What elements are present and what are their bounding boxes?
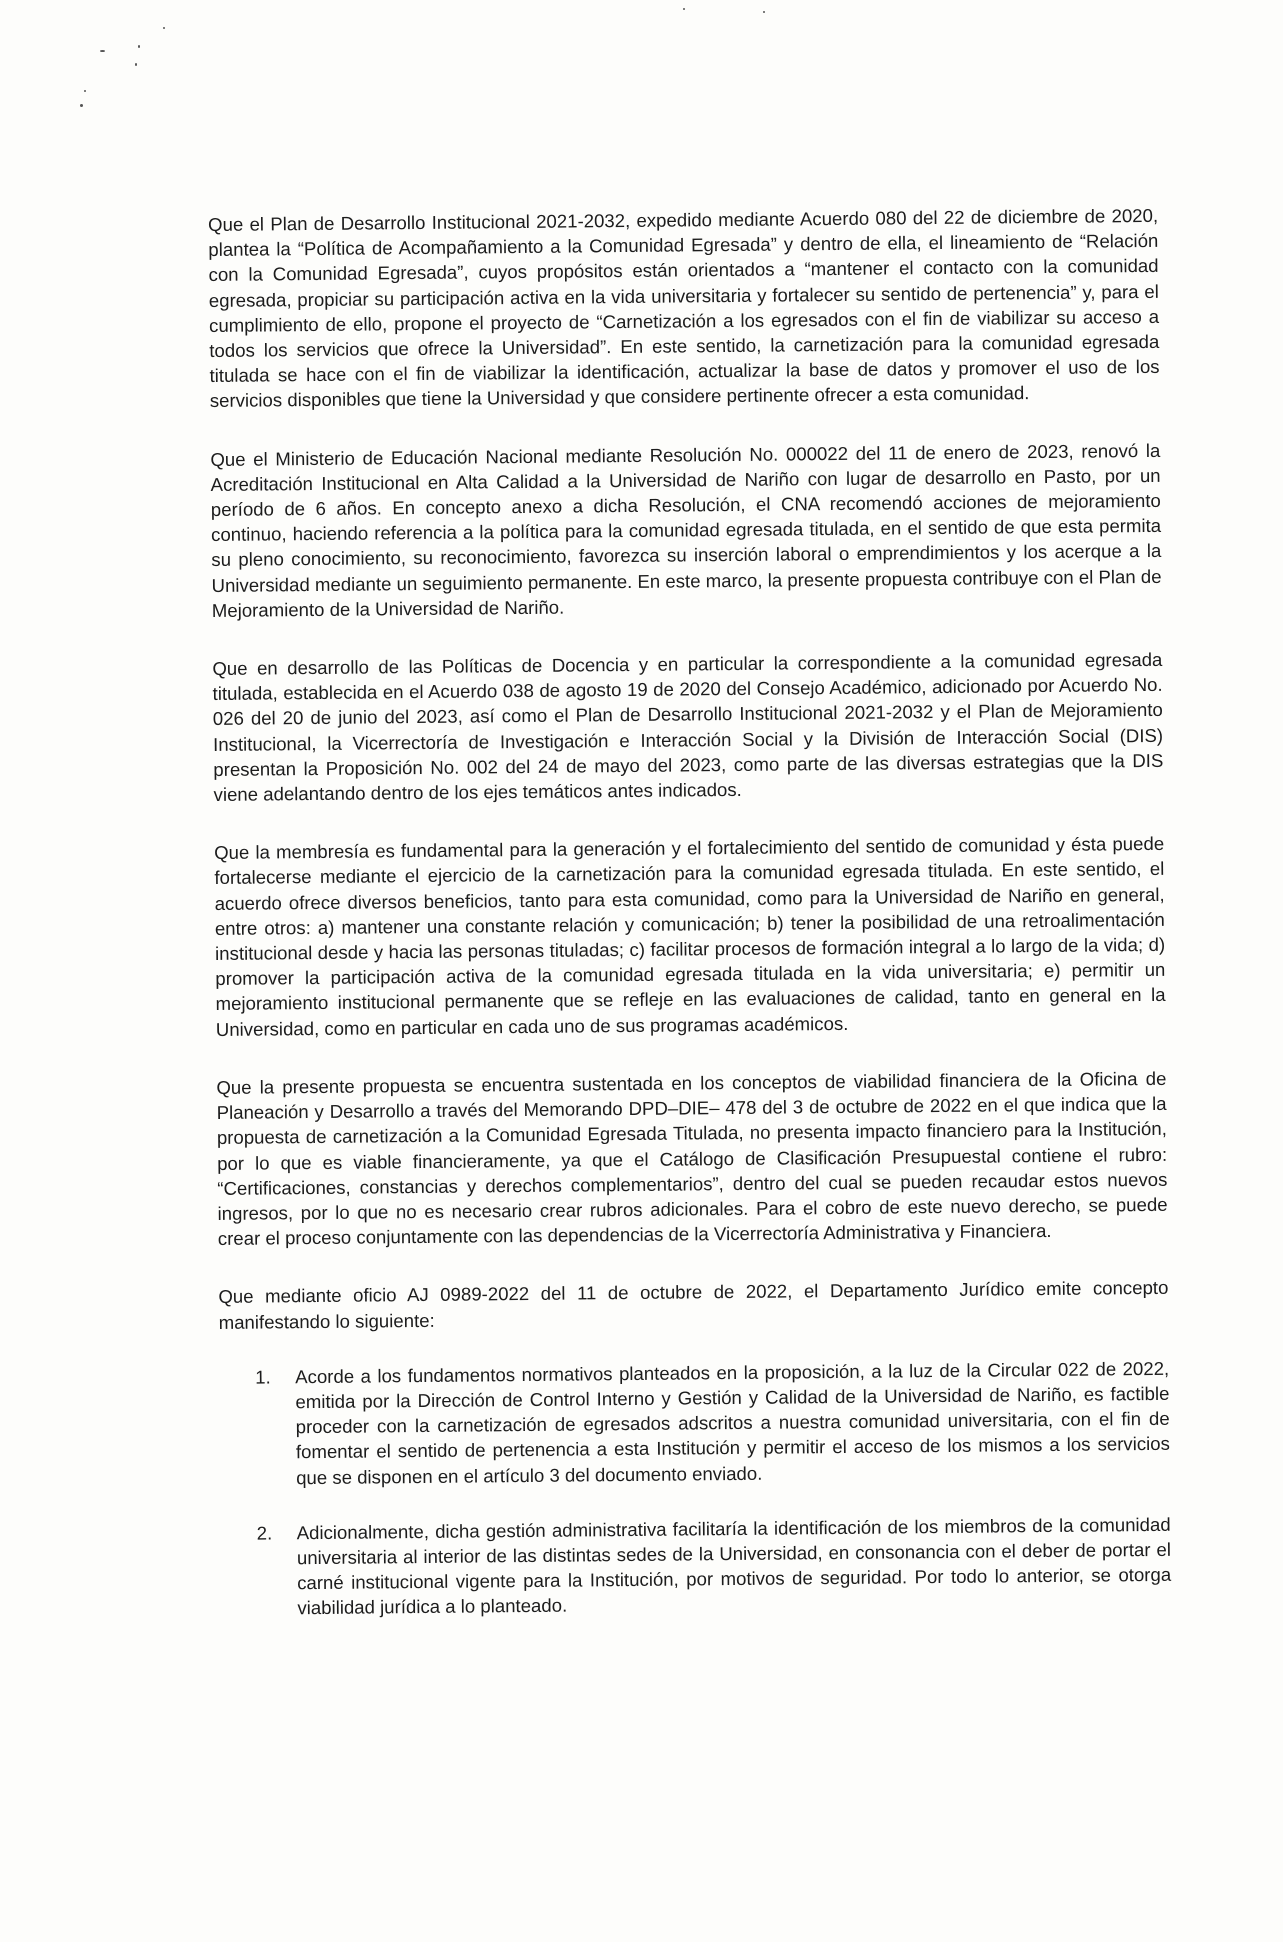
document-body	[208, 203, 1172, 1652]
scan-speck	[80, 104, 83, 107]
list-item-number: 2.	[256, 1522, 273, 1544]
list-item	[219, 1356, 1170, 1491]
scan-speck	[138, 45, 140, 48]
scan-speck	[100, 50, 105, 52]
list-item-text: Adicionalmente, dicha gestión administrativa facilitaría la identificación de los miembros de la comunidad universitaria al interior de las distintas sedes de la Universidad, en consonancia con el deber de portar el carné institucional vigente para la Institución, por motivos de seguridad. Por todo lo anterior, se otorga viabilidad jurídica a lo planteado.	[296, 1513, 1172, 1619]
scan-speck	[163, 27, 165, 29]
paragraph-membresia: Que la membresía es fundamental para la generación y el fortalecimiento del sentido de comunidad y ésta puede fortalecerse mediante el ejercicio de la carnetización para la comunidad egresada titulada. En este sentido, el acuerdo ofrece diversos beneficios, tanto para esta comunidad, como para la Universidad de Nariño en general, entre otros: a) mantener una constante relación y comunicación; b) tener la posibilidad de una retroalimentación institucional desde y hacia las personas tituladas; c) facilitar procesos de formación integral a lo largo de la vida; d) promover la participación activa de la comunidad egresada titulada en la vida universitaria; e) permitir un mejoramiento institucional permanente que se refleje en las evaluaciones de calidad, tanto en general en la Universidad, como en particular en cada uno de sus programas académicos.	[214, 833, 1166, 1040]
list-item	[221, 1512, 1172, 1622]
concept-list	[219, 1356, 1171, 1622]
scan-speck	[763, 11, 765, 13]
scan-speck	[84, 90, 86, 92]
scan-speck	[683, 8, 685, 10]
paragraph-politicas-docencia: Que en desarrollo de las Políticas de Docencia y en particular la correspondiente a la comunidad egresada titulada, establecida en el Acuerdo 038 de agosto 19 de 2020 del Consejo Académico, adicionado por Acuerdo No. 026 del 20 de junio del 2023, así como el Plan de Desarrollo Institucional 2021-2032 y el Plan de Mejoramiento Institucional, la Vicerrectoría de Investigación e Interacción Social y la División de Interacción Social (DIS) presentan la Proposición No. 002 del 24 de mayo del 2023, como parte de las diversas estrategias que la DIS viene adelantando dentro de los ejes temáticos antes indicados.	[212, 648, 1164, 806]
paragraph-viabilidad-financiera: Que la presente propuesta se encuentra sustentada en los conceptos de viabilidad financiera de la Oficina de Planeación y Desarrollo a través del Memorando DPD–DIE– 478 del 3 de octubre de 2022 en el que indica que la propuesta de carnetización a la Comunidad Egresada Titulada, no presenta impacto financiero para la Institución, por lo que es viable financieramente, ya que el Catálogo de Clasificación Presupuestal contiene el rubro: “Certificaciones, constancias y derechos complementarios”, dentro del cual se pueden recaudar estos nuevos ingresos, por lo que no es necesario crear rubros adicionales. Para el cobro de este nuevo derecho, se puede crear el proceso conjuntamente con las dependencias de la Vicerrectoría Administrativa y Financiera.	[216, 1067, 1168, 1250]
paragraph-departamento-juridico: Que mediante oficio AJ 0989-2022 del 11 de octubre de 2022, el Departamento Jurídico emite concepto manifestando lo siguiente:	[218, 1277, 1169, 1333]
scan-speck	[135, 63, 137, 66]
paragraph-ministerio-educacion: Que el Ministerio de Educación Nacional mediante Resolución No. 000022 del 11 de enero de 2023, renovó la Acreditación Institucional en Alta Calidad a la Universidad de Nariño con lugar de desarrollo en Pasto, por un período de 6 años. En concepto anexo a dicha Resolución, el CNA recomendó acciones de mejoramiento continuo, haciendo referencia a la política para la comunidad egresada titulada, en el sentido de que esta permita su pleno conocimiento, su reconocimiento, favorezca su inserción laboral o emprendimientos y los acerque a la Universidad mediante un seguimiento permanente. En este marco, la presente propuesta contribuye con el Plan de Mejoramiento de la Universidad de Nariño.	[210, 439, 1162, 621]
paragraph-plan-desarrollo: Que el Plan de Desarrollo Institucional 2021-2032, expedido mediante Acuerdo 080 del 22 de diciembre de 2020, plantea la “Política de Acompañamiento a la Comunidad Egresada” y dentro de ella, el lineamiento de “Relación con la Comunidad Egresada”, cuyos propósitos están orientados a “mantener el contacto con la comunidad egresada, propiciar su participación activa en la vida universitaria y fortalecer su sentido de pertenencia” y, para el cumplimiento de ello, propone el proyecto de “Carnetización a los egresados con el fin de viabilizar su acceso a todos los servicios que ofrece la Universidad”. En este sentido, la carnetización para la comunidad egresada titulada se hace con el fin de viabilizar la identificación, actualizar la base de datos y promover el uso de los servicios disponibles que tiene la Universidad y que considere pertinente ofrecer a esta comunidad.	[208, 204, 1160, 412]
list-item-number: 1.	[255, 1366, 271, 1388]
list-item-text: Acorde a los fundamentos normativos planteados en la proposición, a la luz de la Circular 022 de 2022, emitida por la Dirección de Control Interno y Gestión y Calidad de la Universidad de Nariño, es factible proceder con la carnetización de egresados adscritos a nuestra comunidad universitaria, con el fin de fomentar el sentido de pertenencia a esta Institución y permitir el acceso de los mismos a los servicios que se disponen en el artículo 3 del documento enviado.	[295, 1357, 1170, 1488]
